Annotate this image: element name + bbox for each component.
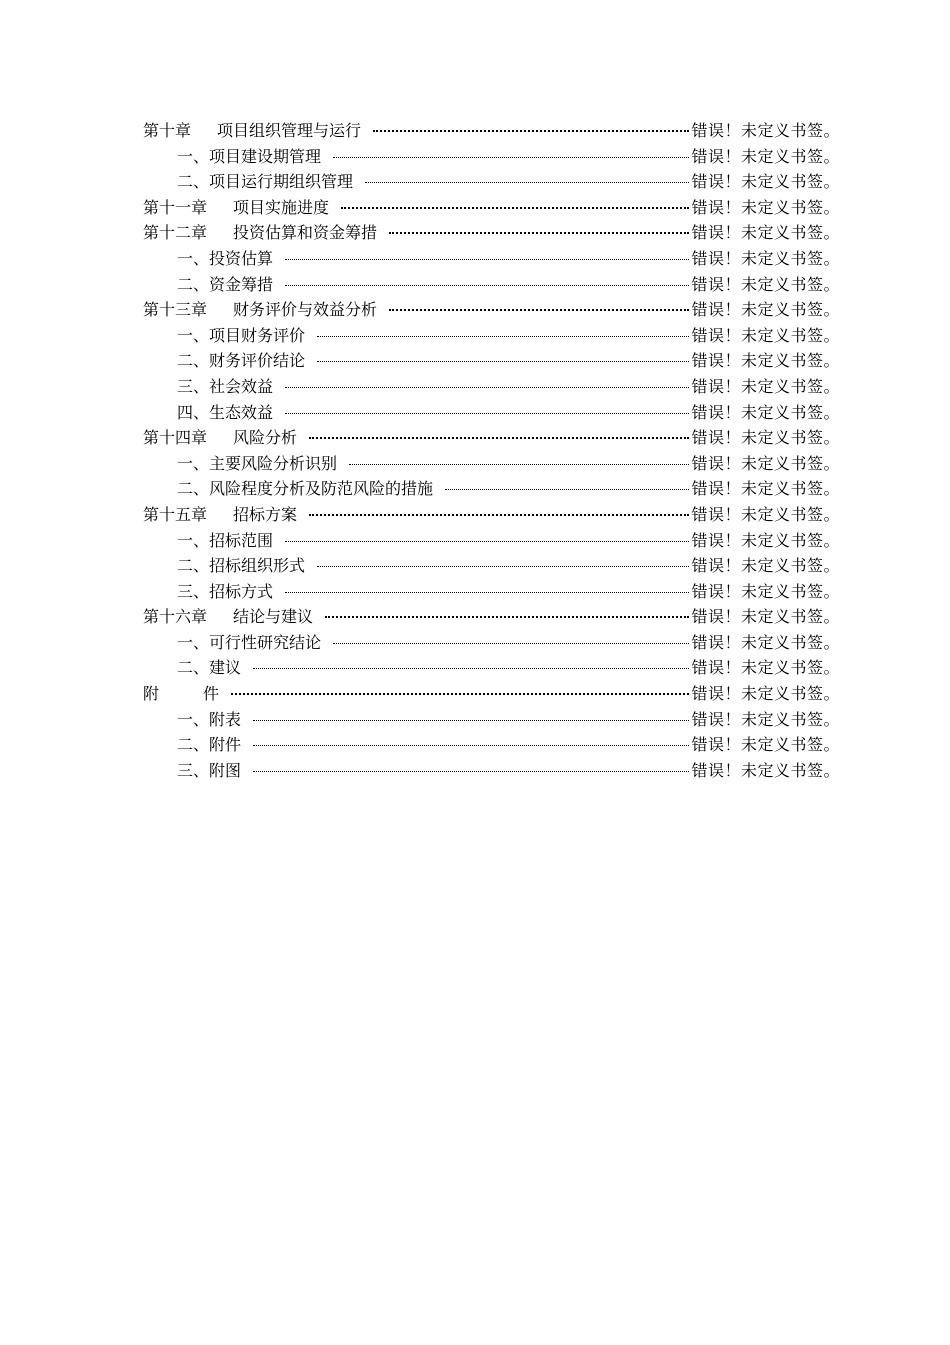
toc-entry-page-reference: 错误！未定义书签。 (691, 760, 840, 780)
toc-dot-leader (445, 489, 689, 490)
toc-entry-label: 第十章 (143, 121, 192, 140)
toc-section-entry[interactable] (143, 707, 840, 733)
toc-dot-leader (333, 643, 689, 644)
toc-section-entry[interactable] (143, 732, 840, 758)
toc-section-entry[interactable] (143, 400, 840, 426)
toc-entry-title: 二、招标组织形式 (177, 556, 306, 576)
toc-section-entry[interactable] (143, 169, 840, 195)
toc-entry-title: 件 (203, 684, 220, 704)
toc-dot-leader (349, 464, 689, 465)
toc-entry-page-reference: 错误！未定义书签。 (691, 428, 840, 448)
toc-dot-leader (389, 232, 689, 234)
toc-entry-title: 三、招标方式 (177, 581, 274, 601)
toc-dot-leader (285, 592, 689, 593)
toc-section-entry[interactable] (143, 553, 840, 579)
toc-entry-title: 二、财务评价结论 (177, 351, 306, 371)
toc-dot-leader (317, 566, 689, 567)
toc-chapter-entry[interactable] (143, 681, 840, 707)
toc-entry-title: 项目组织管理与运行 (217, 121, 362, 140)
toc-entry-title: 投资估算和资金筹措 (233, 223, 378, 243)
toc-chapter-entry[interactable] (143, 425, 840, 451)
toc-dot-leader (253, 668, 689, 669)
toc-section-entry[interactable] (143, 272, 840, 298)
toc-section-entry[interactable] (143, 348, 840, 374)
toc-dot-leader (325, 616, 689, 618)
toc-dot-leader (285, 387, 689, 388)
toc-entry-page-reference: 错误！未定义书签。 (691, 684, 840, 704)
toc-dot-leader (389, 309, 689, 311)
toc-entry-page-reference: 错误！未定义书签。 (691, 735, 840, 755)
toc-section-entry[interactable] (143, 630, 840, 656)
toc-entry-page-reference: 错误！未定义书签。 (691, 300, 840, 320)
toc-dot-leader (253, 745, 689, 746)
toc-entry-page-reference: 错误！未定义书签。 (691, 556, 840, 576)
toc-entry-label: 第十四章 (143, 428, 208, 448)
toc-section-entry[interactable] (143, 528, 840, 554)
toc-entry-page-reference: 错误！未定义书签。 (691, 632, 840, 652)
toc-entry-page-reference: 错误！未定义书签。 (691, 274, 840, 294)
toc-dot-leader (285, 259, 689, 260)
toc-section-entry[interactable] (143, 323, 840, 349)
toc-entry-page-reference: 错误！未定义书签。 (691, 530, 840, 550)
toc-entry-title: 一、项目财务评价 (177, 325, 306, 345)
toc-entry-page-reference: 错误！未定义书签。 (691, 709, 840, 729)
toc-entry-title: 一、可行性研究结论 (177, 632, 322, 652)
toc-entry-title: 三、社会效益 (177, 376, 274, 396)
toc-entry-title: 风险分析 (233, 428, 298, 448)
toc-entry-title: 招标方案 (233, 504, 298, 524)
toc-entry-title: 一、主要风险分析识别 (177, 453, 338, 473)
toc-dot-leader (231, 693, 689, 695)
toc-chapter-entry[interactable] (143, 297, 840, 323)
toc-entry-page-reference: 错误！未定义书签。 (691, 351, 840, 371)
toc-entry-page-reference: 错误！未定义书签。 (691, 121, 840, 140)
toc-section-entry[interactable] (143, 246, 840, 272)
toc-dot-leader (309, 514, 689, 516)
toc-entry-label: 第十三章 (143, 300, 208, 320)
toc-section-entry[interactable] (143, 144, 840, 170)
toc-entry-title: 财务评价与效益分析 (233, 300, 378, 320)
toc-entry-title: 一、附表 (177, 709, 242, 729)
toc-dot-leader (309, 437, 689, 439)
toc-section-entry[interactable] (143, 758, 840, 784)
toc-entry-page-reference: 错误！未定义书签。 (691, 402, 840, 422)
toc-dot-leader (285, 541, 689, 542)
toc-entry-label: 第十一章 (143, 197, 208, 217)
toc-entry-title: 四、生态效益 (177, 402, 274, 422)
toc-chapter-entry[interactable] (143, 118, 840, 144)
toc-entry-page-reference: 错误！未定义书签。 (691, 479, 840, 499)
toc-chapter-entry[interactable] (143, 195, 840, 221)
toc-entry-title: 二、建议 (177, 658, 242, 678)
toc-entry-title: 一、项目建设期管理 (177, 146, 322, 166)
toc-entry-page-reference: 错误！未定义书签。 (691, 581, 840, 601)
toc-chapter-entry[interactable] (143, 220, 840, 246)
toc-entry-page-reference: 错误！未定义书签。 (691, 325, 840, 345)
toc-section-entry[interactable] (143, 374, 840, 400)
toc-entry-page-reference: 错误！未定义书签。 (691, 248, 840, 268)
toc-entry-title: 二、附件 (177, 735, 242, 755)
toc-entry-page-reference: 错误！未定义书签。 (691, 453, 840, 473)
toc-section-entry[interactable] (143, 655, 840, 681)
toc-entry-title: 一、投资估算 (177, 248, 274, 268)
toc-dot-leader (285, 413, 689, 414)
toc-dot-leader (285, 285, 689, 286)
toc-entry-title: 一、招标范围 (177, 530, 274, 550)
toc-entry-title: 项目实施进度 (233, 197, 330, 217)
toc-entry-label: 第十五章 (143, 504, 208, 524)
toc-section-entry[interactable] (143, 579, 840, 605)
toc-entry-page-reference: 错误！未定义书签。 (691, 658, 840, 678)
toc-section-entry[interactable] (143, 451, 840, 477)
toc-dot-leader (253, 720, 689, 721)
table-of-contents (143, 118, 840, 783)
toc-entry-page-reference: 错误！未定义书签。 (691, 223, 840, 243)
toc-entry-title: 二、资金筹措 (177, 274, 274, 294)
toc-entry-label: 第十六章 (143, 607, 208, 627)
toc-entry-page-reference: 错误！未定义书签。 (691, 197, 840, 217)
toc-entry-page-reference: 错误！未定义书签。 (691, 146, 840, 166)
toc-entry-page-reference: 错误！未定义书签。 (691, 376, 840, 396)
toc-dot-leader (341, 207, 689, 209)
toc-dot-leader (253, 771, 689, 772)
toc-dot-leader (317, 361, 689, 362)
toc-dot-leader (317, 336, 689, 337)
toc-chapter-entry[interactable] (143, 604, 840, 630)
toc-entry-label: 附 (143, 684, 160, 704)
toc-entry-title: 二、项目运行期组织管理 (177, 172, 354, 192)
toc-dot-leader (365, 182, 689, 183)
toc-entry-title: 二、风险程度分析及防范风险的措施 (177, 479, 434, 499)
toc-entry-page-reference: 错误！未定义书签。 (691, 607, 840, 627)
toc-chapter-entry[interactable] (143, 502, 840, 528)
toc-section-entry[interactable] (143, 476, 840, 502)
toc-dot-leader (373, 130, 689, 132)
toc-entry-page-reference: 错误！未定义书签。 (691, 172, 840, 192)
toc-entry-page-reference: 错误！未定义书签。 (691, 504, 840, 524)
toc-dot-leader (333, 157, 689, 158)
toc-entry-title: 三、附图 (177, 760, 242, 780)
toc-entry-label: 第十二章 (143, 223, 208, 243)
toc-entry-title: 结论与建议 (233, 607, 314, 627)
